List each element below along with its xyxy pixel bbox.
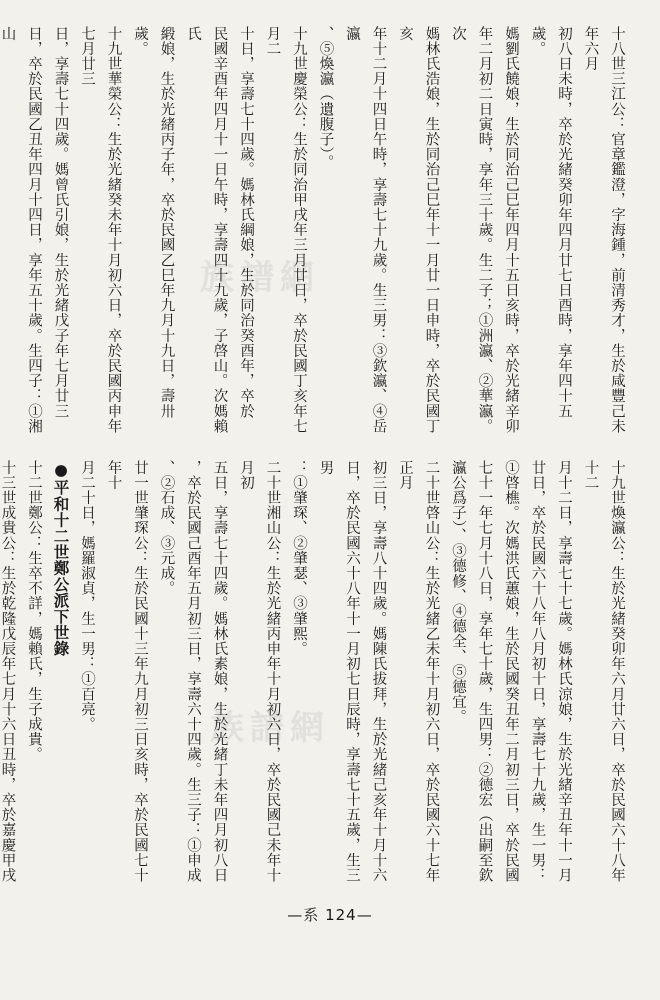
- text-column: 、②石成、③元成。: [158, 460, 175, 596]
- text-column: 日，享壽七十四歲。媽曾氏引娘，生於光緒戊子年七月廿三: [52, 26, 69, 419]
- text-column: 十三世成貴公：生於乾隆戊辰年七月十六日丑時，卒於嘉慶甲戌: [0, 460, 16, 883]
- text-column: 五日，享壽七十四歲。媽林氏素娘，生於光緒丁未年四月初八日: [211, 460, 228, 883]
- text-column: 十八世三江公：官章鑑澄，字海鍾，前清秀才，生於咸豐己未年六月: [582, 26, 625, 434]
- text-column: 月十二日，享壽七十七歲。媽林氏涼娘，生於光緒辛丑年十一月: [556, 460, 572, 883]
- text-column: 廿一世肇琛公：生於民國十三年九月初三日亥時，卒於民國七十年十: [105, 460, 148, 883]
- text-column: 二十世湘山公：生於光緒丙申年十月初六日，卒於民國己未年十月初: [238, 460, 281, 883]
- text-column: 年十二月十四日午時，享壽七十九歲。生三男：③欽瀛、④岳瀛: [344, 26, 387, 434]
- text-column: 日，卒於民國六十八年十一月初七日辰時，享壽七十五歲，生三男: [317, 460, 360, 883]
- text-column: 十九世華榮公：生於光緒癸未年十月初六日，卒於民國丙申年七月廿三: [79, 26, 122, 434]
- text-column: 二十世啓山公：生於光緒乙未年十月初六日，卒於民國六十七年正月: [397, 460, 440, 883]
- text-column: 瀛公爲子）、③德修、④德全、⑤德宜。: [450, 460, 466, 725]
- watermark-lower: 族譜網: [210, 708, 330, 748]
- watermark-upper: 族譜網: [200, 258, 320, 298]
- text-column: ①啓樵。次媽洪氏蕙娘，生於民國癸丑年二月初三日，卒於民國: [503, 460, 519, 883]
- text-column: 廿日，卒於民國六十八年八月初十日，享壽七十九歲，生一男：: [529, 460, 546, 883]
- text-column: 媽劉氏饒娘，生於同治己巳年四月十五日亥時，卒於光緒辛卯: [503, 26, 519, 434]
- text-column: 日，卒於民國乙丑年四月十四日，享年五十歲。生四子：①湘山: [0, 26, 42, 434]
- text-column: 年二月初二日寅時，享年三十歲。生二子；①洲瀛、②華瀛。次: [450, 26, 493, 434]
- text-column: 媽林氏浩娘，生於同治己巳年十一月廿一日申時，卒於民國丁亥: [397, 26, 440, 434]
- text-column: 十日，享壽七十四歲。媽林氏綱娘，生於同治癸酉年，卒於: [238, 26, 254, 419]
- upper-text-block: [0, 26, 630, 444]
- text-column: 初三日，享壽八十四歲。媽陳氏拔拜，生於光緒己亥年十月十六: [370, 460, 387, 883]
- text-column: ，卒於民國己酉年五月初三日，享壽六十四歲。生三子：①申成: [185, 460, 201, 883]
- text-column: 十二世鄭公：生卒不詳，媽賴氏，生子成貴。: [26, 460, 42, 762]
- text-column: 十九世煥瀛公：生於光緒癸卯年六月廿六日，卒於民國六十八年十二: [582, 460, 625, 883]
- text-column: 十九世慶榮公：生於同治甲戌年三月廿日，卒於民國丁亥年七月二: [264, 26, 307, 434]
- lower-text-block: [0, 460, 630, 890]
- text-column: 民國辛酉年四月十一日午時，享壽四十九歲，子啓山。次媽賴氏: [185, 26, 228, 434]
- text-column: 初八日未時，卒於光緒癸卯年四月廿七日酉時，享年四十五歲。: [529, 26, 572, 419]
- text-column: 緞娘，生於光緒丙子年，卒於民國乙巳年九月十九日，壽卅歲。: [132, 26, 175, 419]
- text-column: ：①肇琛、②肇瑟、③肇熙。: [291, 460, 307, 657]
- section-heading: ●平和十二世鄭公派下世錄: [51, 460, 71, 657]
- text-column: 月二十日，媽羅淑貞，生一男：①百亮。: [79, 460, 95, 732]
- page-number: —系 124—: [287, 906, 373, 924]
- text-column: 七十一年七月十八日，享年七十歲，生四男：②德宏（出嗣至欽: [476, 460, 493, 883]
- text-column: 、⑤煥瀛（遺腹子）。: [317, 26, 334, 170]
